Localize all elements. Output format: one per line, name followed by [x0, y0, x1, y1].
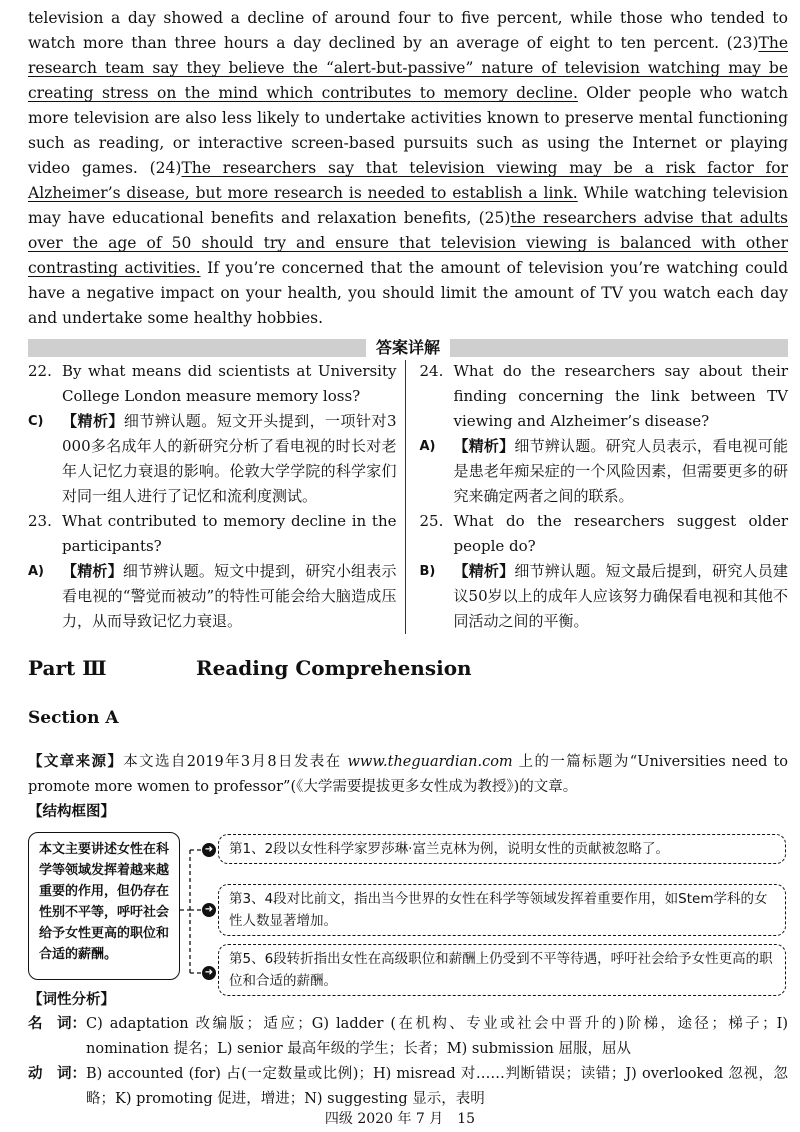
connector-lines: [180, 828, 204, 988]
arrow-right-icon: ➜: [202, 966, 216, 980]
underlined-sentence-24: The researchers say that television viewing may be a risk factor for Alzheimer’s disease, but more research is needed to establish a link.: [28, 159, 788, 202]
structure-label: 【结构框图】: [28, 804, 115, 820]
section-heading: Section A: [28, 708, 119, 728]
article-source: 【文章来源】本文选自2019年3月8日发表在 www.theguardian.com 上的一篇标题为“Universities need to promote more women to professor”(《大学需要提拔更多女性成为教授》)的文章。: [28, 754, 788, 795]
structure-box-1: 第1、2段以女性科学家罗莎琳·富兰克林为例，说明女性的贡献被忽略了。: [218, 834, 786, 864]
question-25: 25. What do the researchers suggest older people do?: [419, 512, 788, 555]
answer-25: B) 【精析】细节辨认题。短文最后提到，研究人员建议50岁以上的成年人应该努力确保看电视和其他不同活动之间的平衡。: [419, 562, 788, 630]
source-label: 【文章来源】: [28, 754, 124, 770]
source-site: www.theguardian.com: [347, 754, 513, 770]
structure-main-box: 本文主要讲述女性在科学等领域发挥着越来越重要的作用，但仍存在性别不平等，呼吁社会给予女性更高的职位和合适的薪酬。: [28, 832, 180, 980]
passage-text-3: While watching television may have educational benefits and relaxation benefits,: [28, 184, 788, 227]
question-24: 24. What do the researchers say about their finding concerning the link between TV viewing and Alzheimer’s disease?: [419, 362, 788, 430]
arrow-right-icon: ➜: [202, 903, 216, 917]
answers-header-bar: [28, 339, 788, 357]
passage-paragraph: [28, 6, 788, 331]
answer-23: A) 【精析】细节辨认题。短文中提到，研究小组表示看电视的“警觉而被动”的特性可能会给大脑造成压力，从而导致记忆力衰退。: [28, 562, 397, 630]
structure-box-3: 第5、6段转折指出女性在高级职位和薪酬上仍受到不平等待遇，呼吁社会给予女性更高的职位和合适的薪酬。: [218, 944, 786, 996]
part-title: Reading Comprehension: [196, 656, 472, 680]
answers-columns: [28, 359, 788, 634]
page: [28, 6, 788, 1112]
answers-left-column: [28, 359, 405, 634]
vocab-list: [28, 1012, 788, 1112]
vocab-label: 【词性分析】: [28, 992, 115, 1008]
answer-24: A) 【精析】细节辨认题。研究人员表示，看电视可能是患老年痴呆症的一个风险因素，但需要更多的研究来确定两者之间的联系。: [419, 437, 788, 505]
underlined-sentence-23: The research team say they believe the “alert-but-passive” nature of television watching may be creating stress on the mind which contributes to memory decline.: [28, 34, 788, 102]
part-label: Part Ⅲ: [28, 656, 107, 680]
underlined-sentence-25: the researchers advise that adults over the age of 50 should try and ensure that television viewing is balanced with other contrasting activities.: [28, 209, 789, 277]
part-heading: [28, 656, 788, 680]
answers-right-column: [405, 359, 789, 634]
structure-box-2: 第3、4段对比前文，指出当今世界的女性在科学等领域发挥着重要作用，如Stem学科的女性人数显著增加。: [218, 884, 786, 936]
question-22: 22. By what means did scientists at University College London measure memory loss?: [28, 362, 397, 405]
answers-title: 答案详解: [366, 336, 450, 360]
passage-text-2: Older people who watch more television are also less likely to undertake activities known to preserve mental functioning such as reading, or interactive screen-based pursuits such as using the Internet or playing video games.: [28, 84, 789, 177]
marker-25: (25): [478, 209, 511, 227]
vocab-verbs: 动 词： B) accounted (for) 占(一定数量或比例)；H) misread 对……判断错误；读错；J) overlooked 忽视，忽略；K) promoting 促进，增进；N) suggesting 显示，表明: [28, 1066, 788, 1107]
arrow-right-icon: ➜: [202, 843, 216, 857]
answer-22: C) 【精析】细节辨认题。短文开头提到，一项针对3 000多名成年人的新研究分析了看电视的时长对老年人记忆力衰退的影响。伦敦大学学院的科学家们对同一组人进行了记忆和流利度测试。: [28, 412, 397, 505]
passage-text-4: If you’re concerned that the amount of television you’re watching could have a negative impact on your health, you should limit the amount of TV you watch each day and undertake some healthy hobbies.: [28, 259, 788, 327]
marker-24: (24): [149, 159, 182, 177]
vocab-nouns: 名 词： C) adaptation 改编版；适应；G) ladder (在机构、专业或社会中晋升的)阶梯，途径；梯子；I) nomination 提名；L) senior 最高年级的学生；长者；M) submission 屈服，屈从: [28, 1016, 788, 1057]
marker-23: (23): [726, 34, 759, 52]
passage-text-1: television a day showed a decline of around four to five percent, while those who tended to watch more than three hours a day declined by an average of eight to ten percent.: [28, 9, 788, 52]
structure-diagram: [28, 828, 788, 988]
page-footer: 四级 2020 年 7 月 15: [324, 1111, 476, 1127]
question-23: 23. What contributed to memory decline in the participants?: [28, 512, 397, 555]
